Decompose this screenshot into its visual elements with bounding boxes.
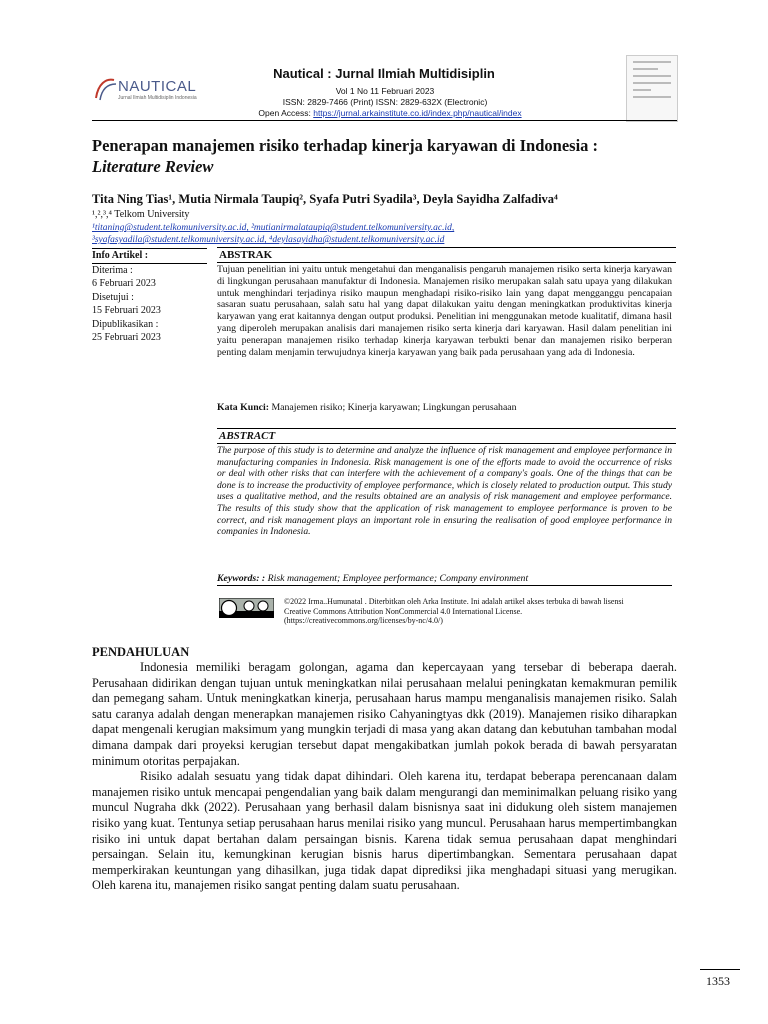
received-label: Diterima :	[92, 264, 133, 276]
abstract-text: The purpose of this study is to determine and analyze the influence of risk management and employee performance in manufacturing companies in Indonesia. Risk management is one of the efforts made to avoid the occurrence of risks or deal with other risks that can interfere with the achievement of a company's goals. One of the things that can be done is to increase the productivity of employee performance, which is closely related to production output. This study uses a qualitative method, and the results obtained are an analysis of risk management and employee performance. The results of this study show that the application of risk management to employee performance is proven to be correct, and risk management plays an important role in ensuring the realisation of good employee performance in companies in Indonesia.	[217, 445, 672, 538]
article-info	[92, 248, 207, 345]
abstract-heading: ABSTRACT	[217, 428, 676, 444]
affiliation: ¹,²,³,⁴ Telkom University	[92, 209, 190, 220]
license-text	[284, 597, 674, 626]
email-line-2[interactable]: ³syafasyadila@student.telkomuniversity.ac.id, ⁴deylasayidha@student.telkomuniversity.ac.id	[92, 235, 445, 245]
journal-cover-thumbnail	[626, 55, 678, 122]
journal-issn: ISSN: 2829-7466 (Print) ISSN: 2829-632X (Electronic)	[282, 97, 488, 107]
approved-date: 15 Februari 2023	[92, 305, 161, 316]
title-main: Penerapan manajemen risiko terhadap kinerja karyawan di Indonesia :	[92, 136, 599, 155]
header-divider	[92, 120, 677, 121]
open-access-label: Open Access:	[258, 108, 311, 118]
abstrak-kw-values: Manajemen risiko; Kinerja karyawan; Lingkungan perusahaan	[271, 402, 517, 413]
info-heading: Info Artikel :	[92, 248, 207, 264]
received-date: 6 Februari 2023	[92, 278, 156, 289]
journal-title: Nautical : Jurnal Ilmiah Multidisiplin	[273, 66, 495, 81]
email-line-1[interactable]: ¹titaning@student.telkomuniversity.ac.id, ²mutianirmalataupiq@student.telkomuniversity.ac.id,	[92, 223, 455, 233]
license-line-3[interactable]: (https://creativecommons.org/licenses/by-nc/4.0/)	[284, 616, 443, 625]
open-access-link[interactable]: https://jurnal.arkainstitute.co.id/index.php/nautical/index	[313, 108, 522, 118]
published-label: Dipublikasikan :	[92, 318, 159, 330]
author-emails	[92, 222, 454, 246]
abstract-kw-values: Risk management; Employee performance; Company environment	[267, 573, 529, 584]
abstrak-kw-label: Kata Kunci:	[217, 402, 269, 413]
approved-label: Disetujui :	[92, 291, 134, 303]
page-number-rule	[700, 969, 740, 970]
abstract-keywords	[217, 573, 672, 586]
logo-name: NAUTICAL	[118, 78, 197, 95]
logo-tagline: Jurnal Ilmiah Multidisiplin Indonesia	[118, 95, 197, 101]
title-subtitle: Literature Review	[92, 157, 214, 176]
article-title	[92, 135, 692, 177]
abstrak-heading: ABSTRAK	[217, 247, 676, 263]
license-line-1: ©2022 Irma..Humunatal . Diterbitkan oleh Arka Institute. Ini adalah artikel akses terbuka di bawah lisensi	[284, 597, 624, 606]
section-heading: PENDAHULUAN	[92, 645, 190, 659]
author-list: Tita Ning Tias¹, Mutia Nirmala Taupiq², Syafa Putri Syadila³, Deyla Sayidha Zalfadiva⁴	[92, 192, 558, 206]
published-date: 25 Februari 2023	[92, 332, 161, 343]
body-text	[92, 660, 677, 894]
abstrak-text: Tujuan penelitian ini yaitu untuk mengetahui dan menganalisis pengaruh manajemen risiko serta kinerja karyawan di lingkungan perusahaan manufaktur di Indonesia. Manajemen risiko merupakan salah satu upaya yang dilakukan untuk menghindari terjadinya risiko maupun menghadapi risiko-risiko lain yang dapat mengganggu pencapaian sasaran suatu perusahaan, salah satu hal yang dapat dilakukan yaitu dengan meningkatkan produktivitas kinerja karyawan yang erat kaitannya dengan output produksi. Penelitian ini menggunakan metode kualitatif, dimana hasil yang diperoleh merupakan analisis dari manajemen risiko serta kinerja dari karyawan. Hasil dalam penelitian ini yaitu penerapan manajemen risiko terhadap kinerja karyawan terbukti benar dan manajemen risiko berperan penting dalam menjamin terwujudnya kinerja karyawan yang baik pada perusahaan yang ada di Indonesia.	[217, 264, 672, 358]
abstrak-keywords	[217, 402, 672, 413]
page-number: 1353	[706, 974, 730, 988]
cc-by-nc-badge-icon	[219, 598, 274, 618]
paragraph-1: Indonesia memiliki beragam golongan, agama dan kepercayaan yang tersebar di beberapa daerah. Perusahaan didirikan dengan tujuan untuk meningkatkan nilai perusahaan melalui peningkatan kemakmuran pemilik dan pemegang saham. Untuk meningkatkan kinerja, perusahaan harus mampu menganalisis manajemen risiko. Salah satu caranya adalah dengan menerapkan manajemen risiko Cahyaningtyas dkk (2019). Manajemen risiko diharapkan dapat mengenali kerugian maksimum yang mungkin terjadi di masa yang akan datang dan kebutuhan tambahan modal dimana dampak dari proyeksi kerugian tersebut dapat mengakibatkan jumlah pokok berada di bawah persyaratan minimum otoritas perpajakan.	[92, 660, 677, 768]
abstract-kw-label: Keywords: :	[217, 573, 266, 584]
license-line-2: Creative Commons Attribution NonCommercial 4.0 International License.	[284, 606, 523, 616]
open-access	[220, 108, 560, 118]
journal-volume: Vol 1 No 11 Februari 2023	[335, 86, 435, 96]
paragraph-2: Risiko adalah sesuatu yang tidak dapat dihindari. Oleh karena itu, terdapat beberapa perencanaan dalam manajemen risiko untuk mencapai pengendalian yang baik dalam mengurangi dan meminimalkan peluang risiko yang muncul Nugraha dkk (2022). Perusahaan yang berhasil dalam bisnisnya saat ini didukung oleh sistem manajemen risiko yang kuat. Tentunya setiap perusahaan harus menilai risiko yang muncul. Perusahaan harus mempertimbangkan risiko ini untuk dapat bertahan dalam persaingan bisnis. Karena tidak semua perusahaan dapat menghindari persaingan. Selain itu, kemungkinan kerugian bisnis harus dipertimbangkan. Sementara perusahaan dapat memperkirakan keuntungan yang dihasilkan, juga tidak dapat diprediksi jika menghadapi situasi yang merugikan. Oleh karena itu, manajemen risiko sangat penting dalam suatu perusahaan.	[92, 769, 677, 893]
